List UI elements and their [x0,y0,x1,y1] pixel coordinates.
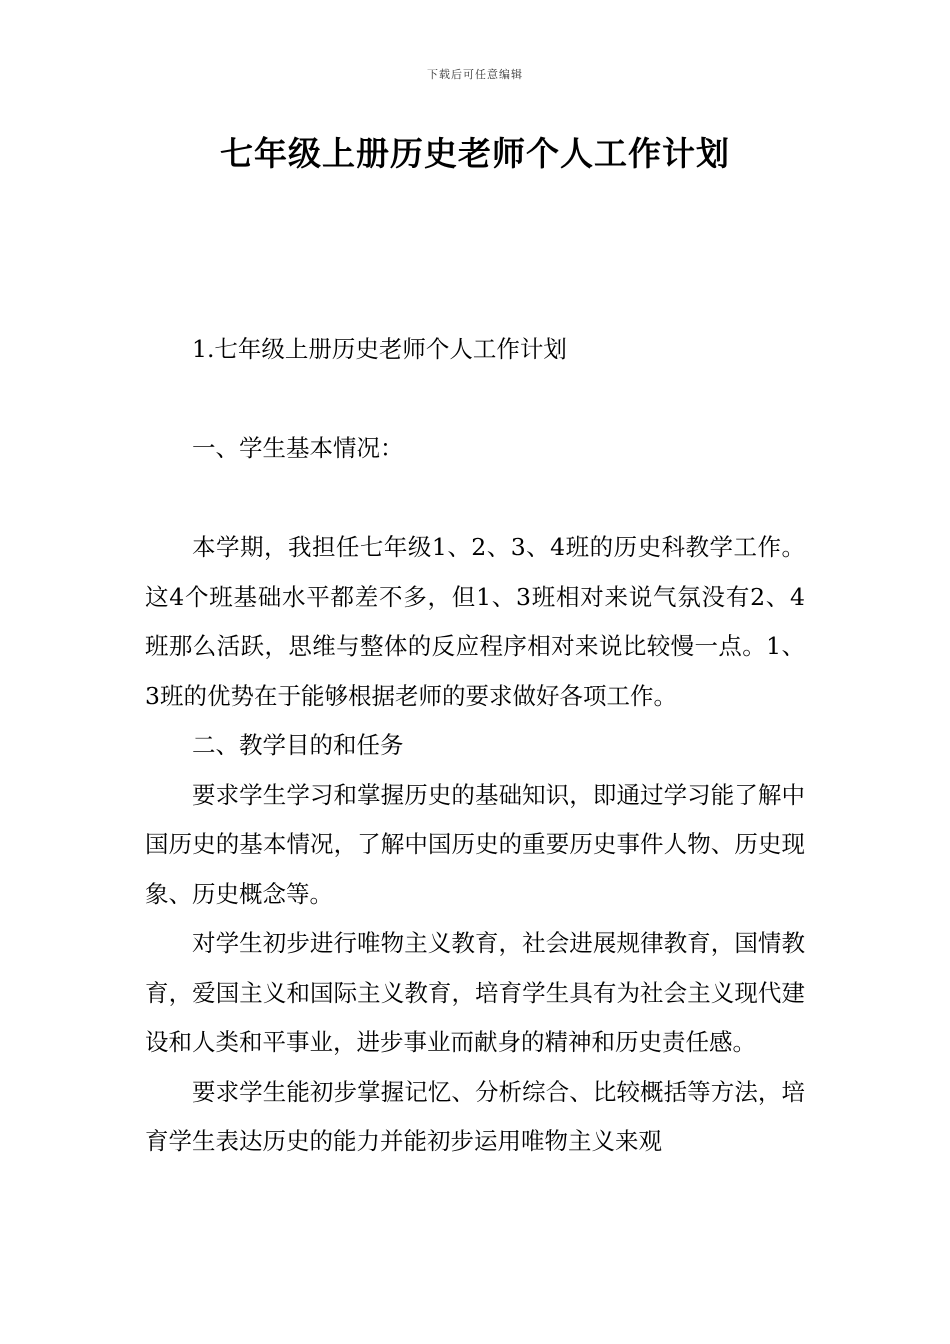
header-note: 下载后可任意编辑 [427,68,523,81]
paragraph: 本学期，我担任七年级1、2、3、4班的历史科教学工作。这4个班基础水平都差不多，但1、3班相对来说气氛没有2、4班那么活跃，思维与整体的反应程序相对来说比较慢一点。1、3班的优势在于能够根据老师的要求做好各项工作。 [145,533,805,710]
section-heading: 二、教学目的和任务 [192,731,404,759]
paragraph: 要求学生学习和掌握历史的基础知识，即通过学习能了解中国历史的基本情况，了解中国历史的重要历史事件人物、历史现象、历史概念等。 [145,780,805,908]
paragraph: 要求学生能初步掌握记忆、分析综合、比较概括等方法，培育学生表达历史的能力并能初步运用唯物主义来观 [145,1077,805,1155]
document-body [145,325,805,1167]
paragraph: 对学生初步进行唯物主义教育，社会进展规律教育，国情教育，爱国主义和国际主义教育，培育学生具有为社会主义现代建设和人类和平事业，进步事业而献身的精神和历史责任感。 [145,929,805,1056]
section-heading: 1.七年级上册历史老师个人工作计划 [192,335,567,363]
document-title: 七年级上册历史老师个人工作计划 [220,134,730,173]
section-heading: 一、学生基本情况： [192,434,404,462]
